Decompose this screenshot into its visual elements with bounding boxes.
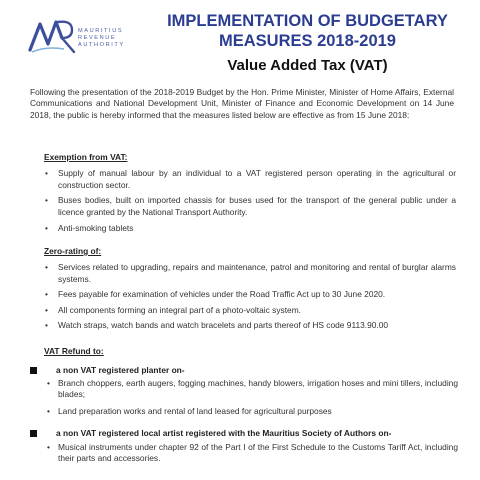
list-item: • All components forming an integral part of a photo-voltaic system. bbox=[45, 304, 301, 315]
list-item: • Branch choppers, earth augers, fogging machines, handy blowers, irrigation hoses and mini tillers, including blades; bbox=[47, 378, 458, 400]
list-item: • Anti-smoking tablets bbox=[45, 223, 134, 234]
title-line1: IMPLEMENTATION OF BUDGETARY bbox=[167, 12, 448, 30]
zero-rating-section bbox=[44, 246, 456, 331]
list-item: • Watch straps, watch bands and watch bracelets and parts thereof of HS code 9113.90.00 bbox=[45, 320, 389, 331]
refund-group-artist-items bbox=[46, 442, 458, 465]
title-line2: MEASURES 2018-2019 bbox=[218, 32, 396, 50]
square-bullet-icon bbox=[30, 367, 37, 374]
refund-section bbox=[44, 346, 456, 357]
page-subtitle: Value Added Tax (VAT) bbox=[227, 57, 388, 74]
list-item: • Buses bodies, built on imported chassis for buses used for the transport of the general public under a licence granted by the National Transport Authority. bbox=[45, 195, 456, 217]
refund-title: VAT Refund to: bbox=[44, 346, 104, 356]
refund-group-label: a non VAT registered local artist registered with the Mauritius Society of Authors on- bbox=[56, 428, 392, 438]
bullet-icon: • bbox=[45, 195, 48, 206]
refund-group-label: a non VAT registered planter on- bbox=[56, 365, 185, 375]
logo-text-line3: AUTHORITY bbox=[78, 42, 125, 48]
bullet-icon: • bbox=[45, 223, 48, 234]
intro-paragraph: Following the presentation of the 2018-2019 Budget by the Hon. Prime Minister, Minister of Home Affairs, External Communications and National Development Unit, Minister of Finance and Economic Development on 14 June 2018, the public is hereby informed that the measures listed below are effective as from 15 June 2018: bbox=[30, 87, 454, 120]
list-item: • Land preparation works and rental of land leased for agricultural purposes bbox=[47, 405, 332, 416]
logo-text-line2: REVENUE bbox=[78, 35, 117, 41]
bullet-icon: • bbox=[47, 405, 50, 416]
list-item: • Musical instruments under chapter 92 of the Part I of the First Schedule to the Customs Tariff Act, including their parts and accessories. bbox=[47, 442, 458, 464]
list-item: • Fees payable for examination of vehicles under the Road Traffic Act up to 30 June 2020. bbox=[45, 289, 386, 300]
page-title bbox=[150, 11, 465, 51]
mra-logo-mark-icon bbox=[28, 16, 78, 54]
square-bullet-icon bbox=[30, 430, 37, 437]
bullet-icon: • bbox=[47, 378, 50, 388]
logo-text-line1: MAURITIUS bbox=[78, 28, 124, 34]
page-header bbox=[0, 0, 480, 86]
exemption-title: Exemption from VAT: bbox=[44, 152, 128, 162]
zero-rating-title: Zero-rating of: bbox=[44, 246, 102, 256]
bullet-icon: • bbox=[47, 442, 50, 452]
list-item: • Supply of manual labour by an individual to a VAT registered person operating in the agricultural or construction sector. bbox=[45, 168, 456, 190]
bullet-icon: • bbox=[45, 262, 48, 273]
mra-logo bbox=[28, 16, 148, 66]
bullet-icon: • bbox=[45, 304, 48, 315]
exemption-section bbox=[44, 152, 456, 234]
bullet-icon: • bbox=[45, 320, 48, 331]
list-item: • Services related to upgrading, repairs and maintenance, patrol and monitoring and rental of burglar alarms systems. bbox=[45, 262, 456, 284]
bullet-icon: • bbox=[45, 289, 48, 300]
logo-text bbox=[78, 28, 125, 49]
bullet-icon: • bbox=[45, 168, 48, 179]
refund-group-planter-items bbox=[46, 378, 458, 417]
